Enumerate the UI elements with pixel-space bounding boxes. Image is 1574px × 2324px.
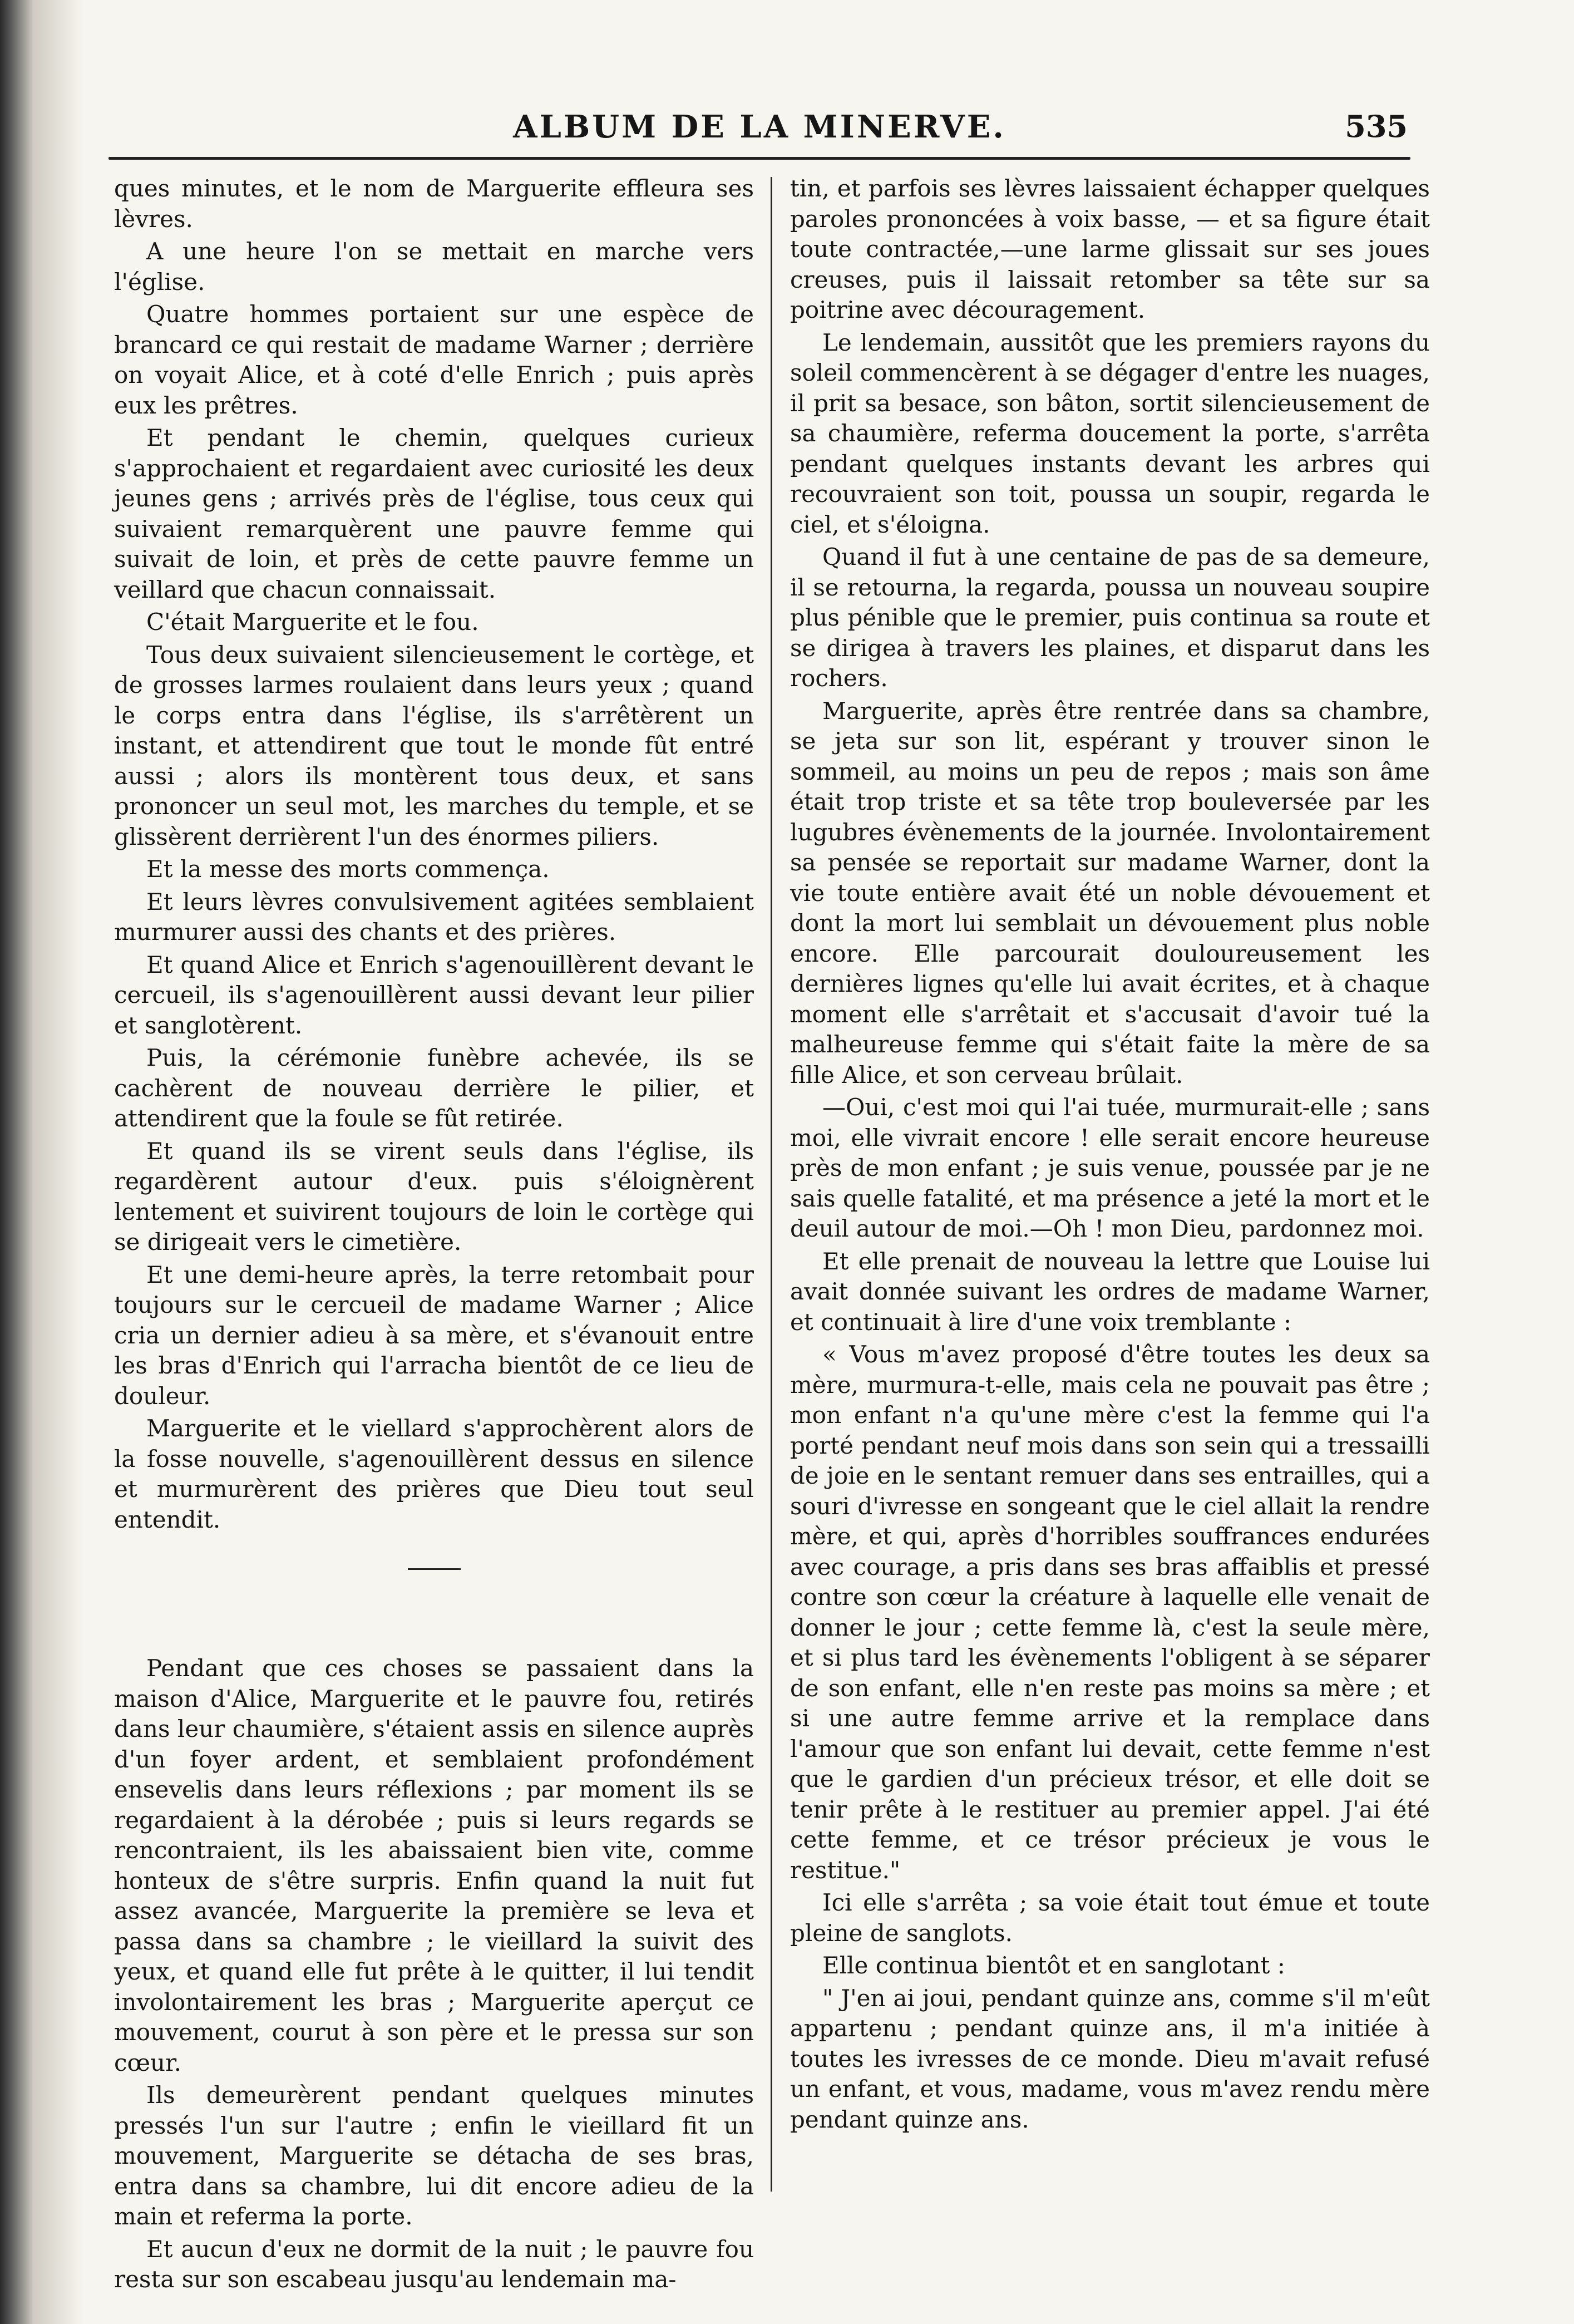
paragraph: Et quand Alice et Enrich s'agenouillèrent devant le cercueil, ils s'agenouillèrent aussi devant leur pilier et sanglotèrent.	[114, 951, 754, 1039]
paragraph: Et pendant le chemin, quelques curieux s'approchaient et regardaient avec curiosité les deux jeunes gens ; arrivés près de l'église, tous ceux qui suivaient remarquèrent une pauvre femme qui suivait de loin, et près de cette pauvre femme un veillard que chacun connaissait.	[114, 424, 754, 603]
paragraph: Et aucun d'eux ne dormit de la nuit ; le pauvre fou resta sur son escabeau jusqu'au lendemain ma-	[114, 2235, 754, 2293]
paragraph: —Oui, c'est moi qui l'ai tuée, murmurait-elle ; sans moi, elle vivrait encore ! elle serait encore heureuse près de mon enfant ; je suis venue, poussée par je ne sais quelle fatalité, et ma présence a jeté la mort et le deuil autour de moi.—Oh ! mon Dieu, pardonnez moi.	[790, 1094, 1430, 1242]
paragraph: Elle continua bientôt et en sanglotant :	[822, 1952, 1285, 1979]
paragraph: Marguerite et le viellard s'approchèrent alors de la fosse nouvelle, s'agenouillèrent dessus en silence et murmurèrent des prières que Dieu tout seul entendit.	[114, 1415, 754, 1533]
column-divider	[771, 177, 772, 2192]
running-header	[111, 109, 1408, 159]
paragraph: Et une demi-heure après, la terre retombait pour toujours sur le cercueil de madame Warner ; Alice cria un dernier adieu à sa mère, et s'évanouit entre les bras d'Enrich qui l'arracha bientôt de ce lieu de douleur.	[114, 1261, 754, 1410]
binding-shadow	[0, 0, 83, 2324]
paragraph: " J'en ai joui, pendant quinze ans, comme s'il m'eût appartenu ; pendant quinze ans, il m'a initiée à toutes les ivresses de ce monde. Dieu m'avait refusé un enfant, et vous, madame, vous m'avez rendu mère pendant quinze ans.	[790, 1984, 1430, 2133]
right-column	[790, 174, 1430, 2137]
paragraph: « Vous m'avez proposé d'être toutes les deux sa mère, murmura-t-elle, mais cela ne pouvait pas être ; mon enfant n'a qu'une mère c'est la femme qui l'a porté pendant neuf mois dans son sein qui a tressailli de joie en le sentant remuer dans ses entrailles, qui a souri d'ivresse en songeant que le ciel allait la rendre mère, et qui, après d'horribles souffrances endurées avec courage, a pris dans ses bras affaiblis et pressé contre son cœur la créature à laquelle elle venait de donner le jour ; cette femme là, c'est la seule mère, et si plus tard les évènements l'obligent à se séparer de son enfant, elle n'en reste pas moins sa mère ; et si une autre femme arrive et la remplace dans l'amour que son enfant lui devait, cette femme n'est que le gardien d'un précieux trésor, et elle doit se tenir prête à le restituer au premier appel. J'ai été cette femme, et ce trésor précieux je vous le restitue."	[790, 1341, 1430, 1884]
paragraph: Et la messe des morts commença.	[146, 855, 550, 883]
paragraph: Pendant que ces choses se passaient dans la maison d'Alice, Marguerite et le pauvre fou, retirés dans leur chaumière, s'étaient assis en silence auprès d'un foyer ardent, et semblaient profondément ensevelis dans leurs réflexions ; par moment ils se regardaient à la dérobée ; puis si leurs regards se rencontraient, ils les abaissaient bien vite, comme honteux de s'être surpris. Enfin quand la nuit fut assez avancée, Marguerite la première se leva et passa dans sa chambre ; le vieillard la suivit des yeux, et quand elle fut prête à le quitter, il lui tendit involontairement les bras ; Marguerite aperçut ce mouvement, courut à son père et le pressa sur son cœur.	[114, 1655, 754, 2076]
paragraph: Marguerite, après être rentrée dans sa chambre, se jeta sur son lit, espérant y trouver sinon le sommeil, au moins un peu de repos ; mais son âme était trop triste et sa tête trop bouleversée par les lugubres évènements de la journée. Involontairement sa pensée se reportait sur madame Warner, dont la vie toute entière avait été un noble dévouement et dont la mort lui semblait un dévouement plus noble encore. Elle parcourait douloureusement les dernières lignes qu'elle lui avait écrites, et à chaque moment elle s'arrêtait et s'accusait d'avoir tué la malheureuse femme qui s'était faite la mère de sa fille Alice, et son cerveau brûlait.	[790, 697, 1430, 1089]
page-number: 535	[1345, 109, 1408, 144]
paragraph: ques minutes, et le nom de Marguerite effleura ses lèvres.	[114, 175, 754, 233]
header-rule	[108, 157, 1410, 160]
paragraph: Et elle prenait de nouveau la lettre que Louise lui avait donnée suivant les ordres de madame Warner, et continuait à lire d'une voix tremblante :	[790, 1247, 1430, 1336]
paragraph: Et leurs lèvres convulsivement agitées semblaient murmurer aussi des chants et des prières.	[114, 888, 754, 946]
paragraph: C'était Marguerite et le fou.	[146, 608, 479, 636]
paragraph: Tous deux suivaient silencieusement le cortège, et de grosses larmes roulaient dans leurs yeux ; quand le corps entra dans l'église, ils s'arrêtèrent un instant, et attendirent que tout le monde fût entré aussi ; alors ils montèrent tous deux, et sans prononcer un seul mot, les marches du temple, et se glissèrent derrièrent l'un des énormes piliers.	[114, 641, 754, 850]
paragraph: Puis, la cérémonie funèbre achevée, ils se cachèrent de nouveau derrière le pilier, et attendirent que la foule se fût retirée.	[114, 1044, 754, 1132]
left-column	[114, 174, 754, 2297]
paragraph: Et quand ils se virent seuls dans l'église, ils regardèrent autour d'eux. puis s'éloignèrent lentement et suivirent toujours de loin le cortège qui se dirigeait vers le cimetière.	[114, 1137, 754, 1255]
paragraph: Ils demeurèrent pendant quelques minutes pressés l'un sur l'autre ; enfin le vieillard fit un mouvement, Marguerite se détacha de ses bras, entra dans sa chambre, lui dit encore adieu de la main et referma la porte.	[114, 2081, 754, 2230]
paragraph: Quatre hommes portaient sur une espèce de brancard ce qui restait de madame Warner ; derrière on voyait Alice, et à coté d'elle Enrich ; puis après eux les prêtres.	[114, 301, 754, 419]
paragraph: Ici elle s'arrêta ; sa voie était tout émue et toute pleine de sanglots.	[790, 1889, 1430, 1947]
paragraph: Quand il fut à une centaine de pas de sa demeure, il se retourna, la regarda, poussa un nouveau soupire plus pénible que le premier, puis continua sa route et se dirigea à travers les plaines, et disparut dans les rochers.	[790, 543, 1430, 692]
paragraph: A une heure l'on se mettait en marche vers l'église.	[114, 238, 754, 296]
paragraph: tin, et parfois ses lèvres laissaient échapper quelques paroles prononcées à voix basse, — et sa figure était toute contractée,—une larme glissait sur ses joues creuses, puis il laissait retomber sa tête sur sa poitrine avec découragement.	[790, 175, 1430, 323]
journal-title: ALBUM DE LA MINERVE.	[513, 109, 1006, 145]
section-break-rule	[408, 1568, 461, 1570]
paragraph: Le lendemain, aussitôt que les premiers rayons du soleil commencèrent à se dégager d'entre les nuages, il prit sa besace, son bâton, sortit silencieusement de sa chaumière, referma doucement la porte, s'arrêta pendant quelques instants devant les arbres qui recouvraient son toit, poussa un soupir, regarda le ciel, et s'éloigna.	[790, 328, 1430, 538]
